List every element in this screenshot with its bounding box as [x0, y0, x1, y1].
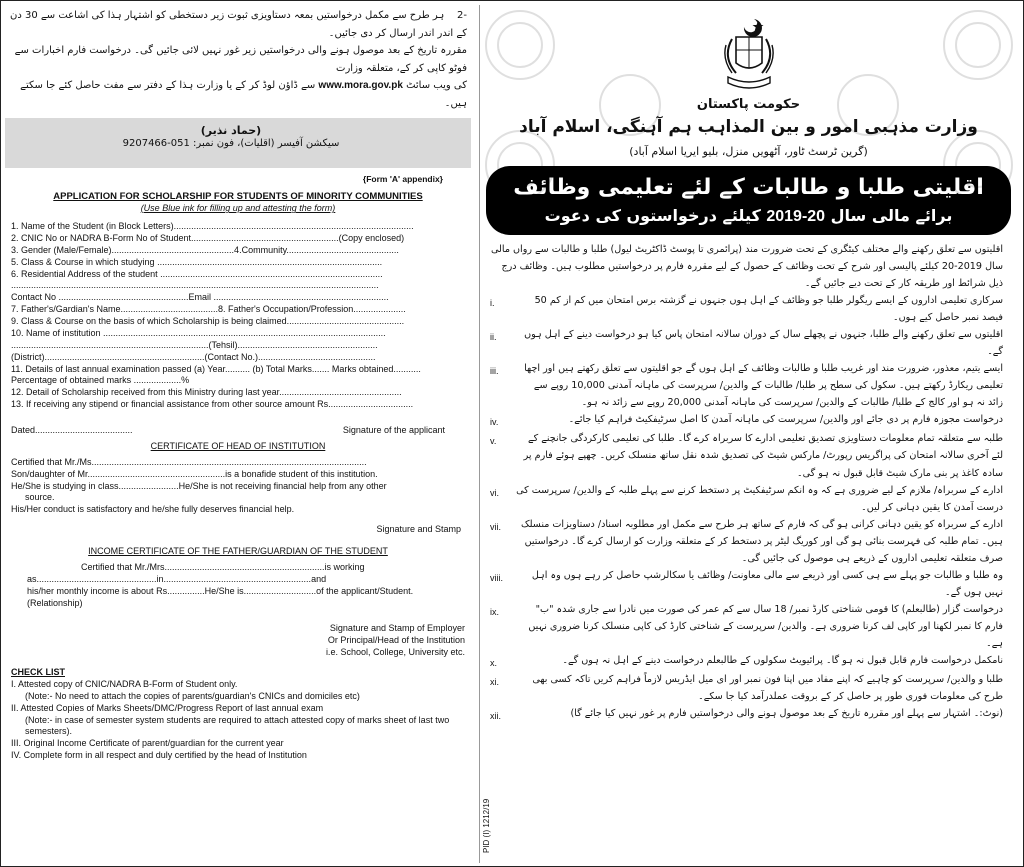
condition-item: [490, 705, 1003, 724]
intro-paragraph: اقلیتوں سے تعلق رکھنے والے مختلف کیٹگری کے تحت ضرورت مند (پرائمری تا پوسٹ ڈاکٹریٹ لیول) طلبا و طالبات سے رواں مالی سال 2019-20 کیلئے پالیسی اور شرح کے تحت وظائف کے حصول کے لیے مقررہ فارم پر درخواستیں مطلوب ہیں۔ وظائف درج ذیل شرائط اور طریقہ کار کے تحت دیے جائیں گے۔: [490, 243, 1003, 289]
condition-item: [490, 411, 1003, 430]
condition-text: ادارے کے سربراہ/ ملازم کے لیے ضروری ہے کہ وہ انکم سرٹیفکیٹ پر دستخط کرنے سے پہلے طلبہ کے والدین/ سرپرست کی درست آمدن کا یقین دہانی کر لیں۔: [516, 484, 1003, 513]
condition-number: v.: [490, 436, 497, 447]
condition-number: vi.: [490, 487, 499, 498]
certificate-title: CERTIFICATE OF HEAD OF INSTITUTION: [150, 440, 326, 451]
right-column: [479, 5, 1017, 863]
section-number: -2: [457, 10, 467, 21]
form-field-line: 13. If receiving any stipend or financial assistance from other source amount Rs..................................: [11, 399, 414, 410]
applicant-signature-label: Signature of the applicant: [342, 425, 445, 436]
form-field-line: ...............................................................................(Tehsil)........................................................: [11, 339, 378, 350]
ministry-address: (گرین ٹرسٹ ٹاور، آٹھویں منزل، بلیو ایریا اسلام آباد): [629, 144, 868, 158]
form-title: APPLICATION FOR SCHOLARSHIP FOR STUDENTS OF MINORITY COMMUNITIES: [53, 190, 423, 202]
employer-signature-line: Or Principal/Head of the Institution: [327, 635, 465, 646]
condition-item: [490, 430, 1003, 481]
checklist-note: (Note:- in case of semester system students are required to attach attested copy of marks sheet of last two: [25, 714, 450, 725]
condition-number: i.: [490, 297, 495, 308]
certificate-line: He/She is studying in class........................He/She is not receiving financial help from any other: [11, 480, 387, 491]
condition-number: xii.: [490, 711, 501, 722]
scholarship-application-form: [5, 191, 471, 762]
certificate-line: His/Her conduct is satisfactory and he/she fully deserves financial help.: [11, 504, 295, 515]
condition-number: iii.: [490, 366, 499, 377]
dated-signature-row: [11, 425, 465, 437]
left-column: [5, 7, 471, 863]
fiscal-year: 2019-20: [766, 207, 826, 225]
form-appendix-label: {Form 'A' appendix}: [362, 174, 443, 184]
form-field-line: ...................................................................................................................................................: [11, 280, 379, 291]
officer-name: (حماد نذیر): [200, 124, 262, 137]
income-line: (Relationship): [27, 597, 83, 608]
condition-item: [490, 652, 1003, 671]
form-field-line: 6. Residential Address of the student .........................................................................................: [11, 268, 383, 279]
instruction-line-3: [9, 77, 467, 112]
checklist-item: I. Attested copy of CNIC/NADRA B-Form of Student only.: [11, 678, 238, 689]
officer-box: [5, 118, 471, 168]
pid-number: PID (I) 1212/19: [482, 798, 491, 853]
certificate-line: Son/daughter of Mr.......................................................is a bonafide student of this institution.: [11, 468, 378, 479]
certificate-line: Certified that Mr./Ms..............................................................................................................: [11, 456, 367, 467]
condition-text: طلبا و والدین/ سرپرست کو چاہیے کہ اپنے مفاد میں اپنا فون نمبر اور ای میل ایڈریس لازماً فراہم کریں تاکہ کسی بھی طرح کی معلومات فوری طور پر حاصل کر کے بروقت عملدرآمد کیا جا سکے۔: [532, 674, 1003, 703]
income-line: as................................................in...........................................................and: [27, 573, 327, 584]
checklist-item: II. Attested Copies of Marks Sheets/DMC/Progress Report of last annual exam: [11, 702, 324, 713]
condition-item: [490, 292, 1003, 326]
income-line: Certified that Mr./Mrs................................................................is working: [81, 561, 365, 572]
form-field-line: 7. Father's/Gardian's Name.......................................8. Father's Occupation/Profession.....................: [11, 304, 406, 315]
condition-text: اقلیتوں سے تعلق رکھنے والے طلبا، جنہوں نے پچھلے سال کے دوران سالانہ امتحان پاس کیا ہو درخواست دینے کے اہل ہوں گے۔: [524, 329, 1003, 358]
checklist-item: III. Original Income Certificate of parent/guardian for the current year: [11, 738, 284, 749]
form-field-line: Percentage of obtained marks ...................%: [11, 375, 190, 386]
condition-number: ix.: [490, 607, 499, 618]
condition-number: xi.: [490, 677, 499, 688]
condition-text: درخواست مجوزہ فارم پر دی جائے اور والدین/ سرپرست کی ماہانہ آمدن کا اصل سرٹیفکیٹ فراہم کیا جائے۔: [568, 414, 1003, 426]
officer-contact: سیکشن آفیسر (اقلیات)، فون نمبر: 051-9207466: [122, 137, 340, 149]
condition-number: ii.: [490, 332, 497, 343]
condition-text: درخواست گزار (طالبعلم) کا قومی شناختی کارڈ نمبر/ 18 سال سے کم عمر کی صورت میں نادرا سے جاری شدہ "ب" فارم کا نمبر لکھنا اور کاپی لف کرنا ضروری ہے۔ والدین/ سرپرست کے شناختی کارڈ کی کاپی منسلک کرنا ضروری نہیں ہے۔: [528, 604, 1003, 650]
condition-item: [490, 601, 1003, 652]
terms-conditions: [480, 235, 1017, 725]
ministry-title: وزارت مذہبی امور و بین المذاہب ہم آہنگی، اسلام آباد: [519, 117, 978, 138]
income-certificate-title: INCOME CERTIFICATE OF THE FATHER/GUARDIAN OF THE STUDENT: [88, 546, 388, 557]
income-line: his/her monthly income is about Rs...............He/She is.............................of the applicant/Student.: [27, 585, 414, 596]
form-field-line: 9. Class & Course on the basis of which Scholarship is being claimed...............................................: [11, 316, 405, 327]
condition-text: ادارے کے سربراہ کو یقین دہانی کرانی ہو گی کہ فارم کے ساتھ ہر طرح سے مکمل اور مطلوبہ اسناد/ دستاویزات منسلک ہیں۔ تمام طلبہ کی فہرست بنائی ہو گی اور کوریگ لیٹر پر دستخط کر کے متعلقہ وزارت کو ارسال کرے گا۔ درخواستیں صرف متعلقہ تعلیمی اداروں کے ذریعے ہی موصول کی جائیں گی۔: [521, 518, 1003, 564]
checklist-title: CHECK LIST: [11, 667, 65, 678]
form-subtitle: (Use Blue ink for filling up and attesting the form): [140, 203, 336, 214]
condition-text: (نوٹ:۔ اشتہار سے پہلے اور مقررہ تاریخ کے بعد موصول ہونے والی درخواستیں فارم پر غور نہیں کیا جائے گا): [570, 708, 1003, 720]
dated-field: Dated.......................................: [11, 425, 133, 436]
condition-text: طلبہ سے متعلقہ تمام معلومات دستاویزی تصدیق تعلیمی ادارے کا سربراہ کرے گا۔ طلبا کی تعلیمی کارکردگی جانچنے کے لئے آخری سالانہ امتحان کی پراگریس رپورٹ/ مارکس شیٹ کی تصدیق شدہ نقل ساتھ منسلک کریں۔ چھپے ہوئے فارم پر سادہ کاغذ پر بنی مارک شیٹ قابل قبول نہ ہو گی۔: [523, 433, 1003, 479]
checklist-note: semesters).: [25, 726, 73, 737]
decorative-pattern: [480, 5, 1017, 235]
form-field-line: 3. Gender (Male/Female).................................................4.Community.............................................: [11, 244, 399, 255]
condition-item: [490, 482, 1003, 516]
employer-signature-line: i.e. School, College, University etc.: [325, 647, 465, 658]
condition-number: x.: [490, 658, 498, 669]
banner-subline-post: کیلئے درخواستوں کی دعوت: [544, 205, 761, 225]
form-field-line: 12. Detail of Scholarship received from this Ministry during last year.................................................: [11, 387, 402, 398]
condition-item: [490, 671, 1003, 705]
condition-item: [490, 516, 1003, 567]
form-field-line: 11. Details of last annual examination passed (a) Year.......... (b) Total Marks....... Marks obtained...........: [11, 363, 421, 374]
condition-item: [490, 360, 1003, 411]
instruction-line-1: [9, 7, 467, 42]
condition-number: viii.: [490, 572, 503, 583]
condition-text: نامکمل درخواست فارم قابل قبول نہ ہو گا۔ پرائیویٹ سکولوں کے طالبعلم درخواست دینے کے اہل نہ ہوں گے۔: [562, 655, 1003, 667]
instruction-text-3b: سے ڈاؤن لوڈ کر کے یا وزارت ہذا کے دفتر سے مفت حاصل کئے جا سکتے ہیں۔: [20, 80, 467, 109]
signature-stamp-label: Signature and Stamp: [376, 524, 461, 535]
submission-instructions: [5, 7, 471, 112]
banner-subline-pre: برائے مالی سال: [830, 205, 953, 225]
certificate-line: source.: [25, 492, 55, 503]
condition-item: [490, 326, 1003, 360]
condition-text: ایسے یتیم، معذور، ضرورت مند اور غریب طلبا و طالبات وظائف کے اہل ہوں گے جو اقلیتوں سے تعلق رکھتے ہیں اور اچھا تعلیمی ریکارڈ رکھتے ہیں۔ سکول کی سطح پر طلبا/ طالبات کے والدین/ سرپرست کی ماہانہ آمدنی 10,000 روپے سے زائد نہ ہو اور کالج کے طلبا/ طالبات کے والدین/ سرپرست کی ماہانہ آمدنی 20,000 روپے سے زائد نہ ہو۔: [524, 363, 1003, 409]
form-field-line: Contact No ....................................................Email ......................................................................: [11, 292, 389, 303]
condition-number: iv.: [490, 417, 499, 428]
checklist-note: (Note:- No need to attach the copies of parents/guardian's CNICs and domiciles etc): [25, 690, 360, 701]
condition-text: وہ طلبا و طالبات جو پہلے سے ہی کسی اور ذریعے سے مالی معاونت/ وظائف یا سکالرشپ حاصل کر رہے ہوں وہ اہل نہیں ہوں گے۔: [531, 569, 1003, 598]
checklist-item: IV. Complete form in all respect and duly certified by the head of Institution: [11, 750, 307, 761]
form-field-line: 5. Class & Course in which studying ..........................................................................................: [11, 256, 383, 267]
ministry-website-link[interactable]: www.mora.gov.pk: [318, 80, 403, 91]
form-field-line: 10. Name of institution .................................................................................................................: [11, 327, 386, 338]
condition-number: vii.: [490, 521, 501, 532]
form-field-line: 2. CNIC No or NADRA B-Form No of Student...........................................................(Copy enclosed): [11, 232, 405, 243]
employer-signature-block: [11, 623, 465, 659]
instruction-line-2: مقررہ تاریخ کے بعد موصول ہونے والی درخواستیں زیر غور نہیں لائی جائیں گی۔ درخواست فارم اخبارات سے فوٹو کاپی کر کے، متعلقہ وزارت: [14, 45, 467, 74]
condition-text: سرکاری تعلیمی اداروں کے ایسے ریگولر طلبا جو وظائف کے اہل ہوں جنہوں نے گزشتہ برس امتحان میں کم از کم 50 فیصد نمبر حاصل کیے ہوں۔: [534, 294, 1003, 323]
condition-item: [490, 567, 1003, 601]
form-field-line: (District)................................................................(Contact No.)...............................................: [11, 351, 376, 362]
banner-headline: اقلیتی طلبا و طالبات کے لئے تعلیمی وظائف: [513, 175, 984, 201]
instruction-text-1: ہر طرح سے مکمل درخواستیں بمعہ دستاویزی ثبوت زیر دستخطی کو اشتہار ہذا کی اشاعت سے 30 دن کے اندر اندر ارسال کر دی جائیں۔: [10, 10, 467, 39]
instruction-text-3a: کی ویب سائٹ: [406, 80, 467, 91]
form-field-line: 1. Name of the Student (in Block Letters)................................................................................................: [11, 221, 414, 232]
employer-signature-line: Signature and Stamp of Employer: [329, 623, 465, 634]
government-title: حکومت پاکستان: [696, 97, 801, 112]
